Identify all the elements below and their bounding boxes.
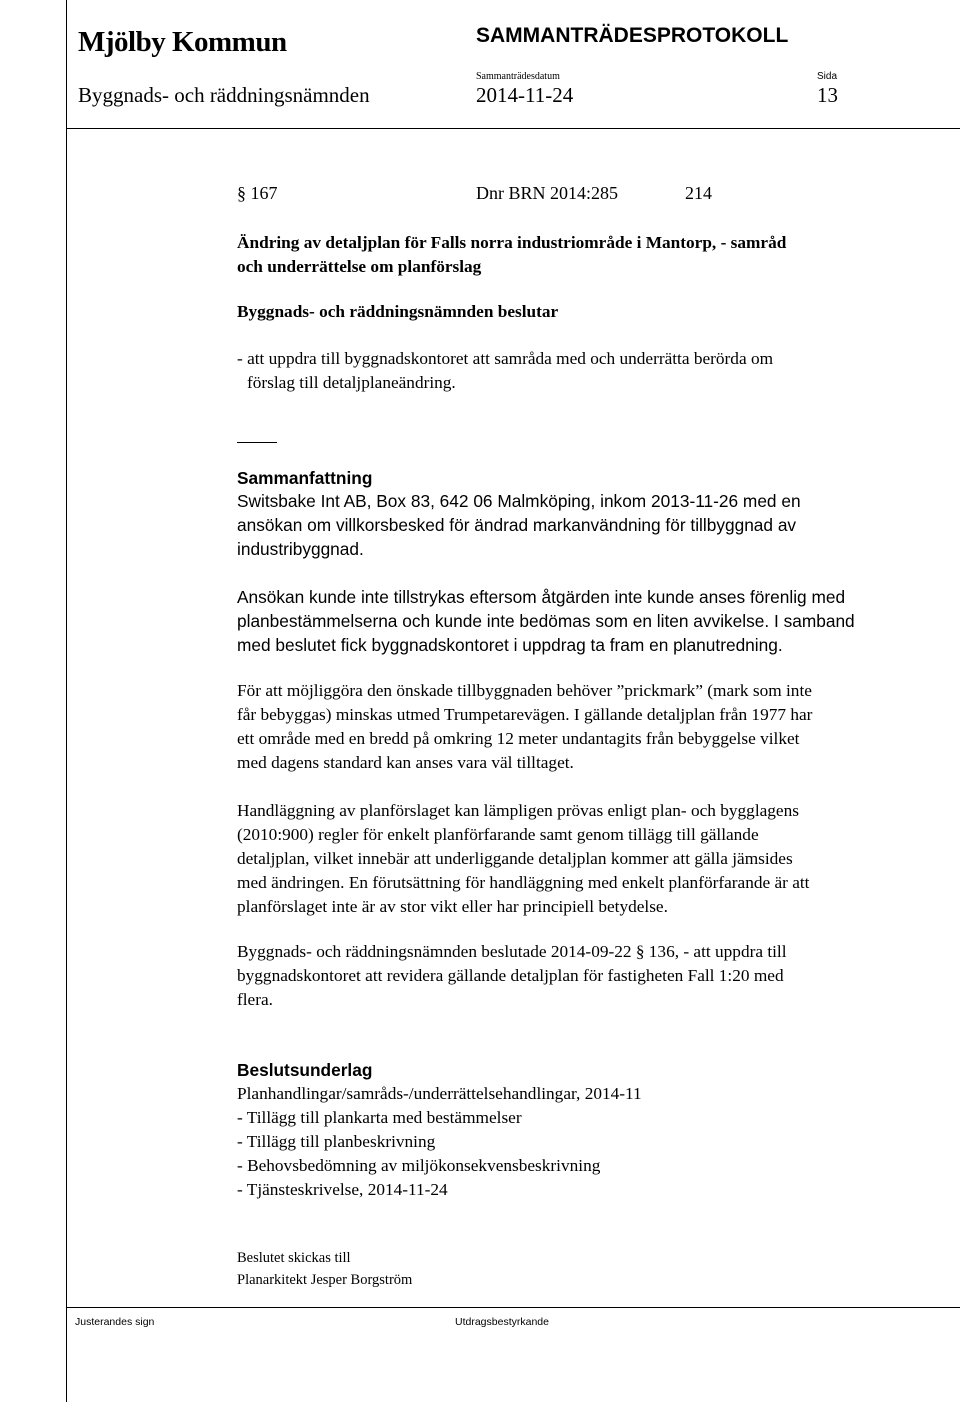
basis-line: - Tillägg till planbeskrivning [237,1132,436,1151]
decision-section [237,300,558,324]
summary-line: med ändringen. En förutsättning för handläggning med enkelt planförfarande är att [237,873,810,892]
summary-line: planförslaget inte är av stor vikt eller har principiell betydelse. [237,897,668,916]
summary-line: ett område med en bredd på omkring 12 meter undantagits från bebyggelse vilket [237,729,800,748]
summary-line: Switsbake Int AB, Box 83, 642 06 Malmköping, inkom 2013-11-26 med en [237,491,801,511]
committee-name: Byggnads- och räddningsnämnden [78,83,370,107]
basis-line: Planhandlingar/samråds-/underrättelsehandlingar, 2014-11 [237,1084,642,1103]
summary-line: Ansökan kunde inte tillstrykas eftersom åtgärden inte kunde anses förenlig med [237,587,846,607]
header-divider [66,128,960,129]
summary-section [237,466,372,490]
summary-line: För att möjliggöra den önskade tillbyggnaden behöver ”prickmark” (mark som inte [237,681,812,700]
summary-paragraph [237,489,801,561]
paragraph-number: § 167 [237,183,278,203]
date-label: Sammanträdesdatum [476,71,560,82]
summary-line: med dagens standard kan anses vara väl tilltaget. [237,753,574,772]
separator-dash [237,442,277,443]
dnr-number: Dnr BRN 2014:285 [476,183,619,203]
footer-divider [66,1307,960,1308]
basis-section [237,1058,642,1202]
basis-line: - Tjänsteskrivelse, 2014-11-24 [237,1180,448,1199]
sent-to-recipient: Planarkitekt Jesper Borgström [237,1272,413,1288]
page-number: 13 [817,83,838,107]
summary-paragraph [237,799,809,919]
decision-heading: Byggnads- och räddningsnämnden beslutar [237,302,559,321]
summary-line: byggnadskontoret att revidera gällande detaljplan för fastigheten Fall 1:20 med [237,966,784,985]
left-margin-rule [66,0,67,1402]
summary-line: flera. [237,990,273,1009]
summary-line: detaljplan, vilket innebär att underliggande detaljplan kommer att gälla jämsides [237,849,793,868]
page-label: Sida [817,71,838,82]
decision-line: förslag till detaljplaneändring. [247,373,456,392]
reference-number: 214 [685,183,712,203]
basis-line: - Tillägg till plankarta med bestämmelser [237,1108,522,1127]
basis-line: - Behovsbedömning av miljökonsekvensbeskrivning [237,1156,601,1175]
summary-line: Handläggning av planförslaget kan lämpligen prövas enligt plan- och bygglagens [237,801,799,820]
case-title-line: Ändring av detaljplan för Falls norra industriområde i Mantorp, - samråd [237,233,787,252]
summary-line: (2010:900) regler för enkelt planförfarande samt genom tillägg till gällande [237,825,759,844]
decision-text [237,347,773,395]
sent-to-section [237,1247,412,1291]
summary-line: planbestämmelserna och kunde inte bedömas som en liten avvikelse. I samband [237,611,855,631]
protocol-title: SAMMANTRÄDESPROTOKOLL [476,24,789,47]
case-title [237,231,786,279]
summary-line: industribyggnad. [237,539,364,559]
case-title-line: och underrättelse om planförslag [237,257,482,276]
basis-heading: Beslutsunderlag [237,1060,373,1080]
sent-to-label: Beslutet skickas till [237,1250,351,1266]
summary-line: med beslutet fick byggnadskontoret i uppdrag ta fram en planutredning. [237,635,783,655]
extract-certification-label: Utdragsbestyrkande [455,1316,549,1328]
summary-heading: Sammanfattning [237,468,373,488]
summary-line: får bebyggas) minskas utmed Trumpetarevägen. I gällande detaljplan från 1977 har [237,705,813,724]
summary-paragraph [237,585,855,657]
municipality-logo-text: Mjölby Kommun [78,26,287,58]
summary-paragraph [237,679,812,775]
summary-paragraph [237,940,787,1012]
meeting-date: 2014-11-24 [476,83,574,107]
adjuster-signature-label: Justerandes sign [75,1316,155,1328]
summary-line: Byggnads- och räddningsnämnden beslutade 2014-09-22 § 136, - att uppdra till [237,942,787,961]
decision-line: - att uppdra till byggnadskontoret att samråda med och underrätta berörda om [237,349,774,368]
summary-line: ansökan om villkorsbesked för ändrad markanvändning för tillbyggnad av [237,515,797,535]
